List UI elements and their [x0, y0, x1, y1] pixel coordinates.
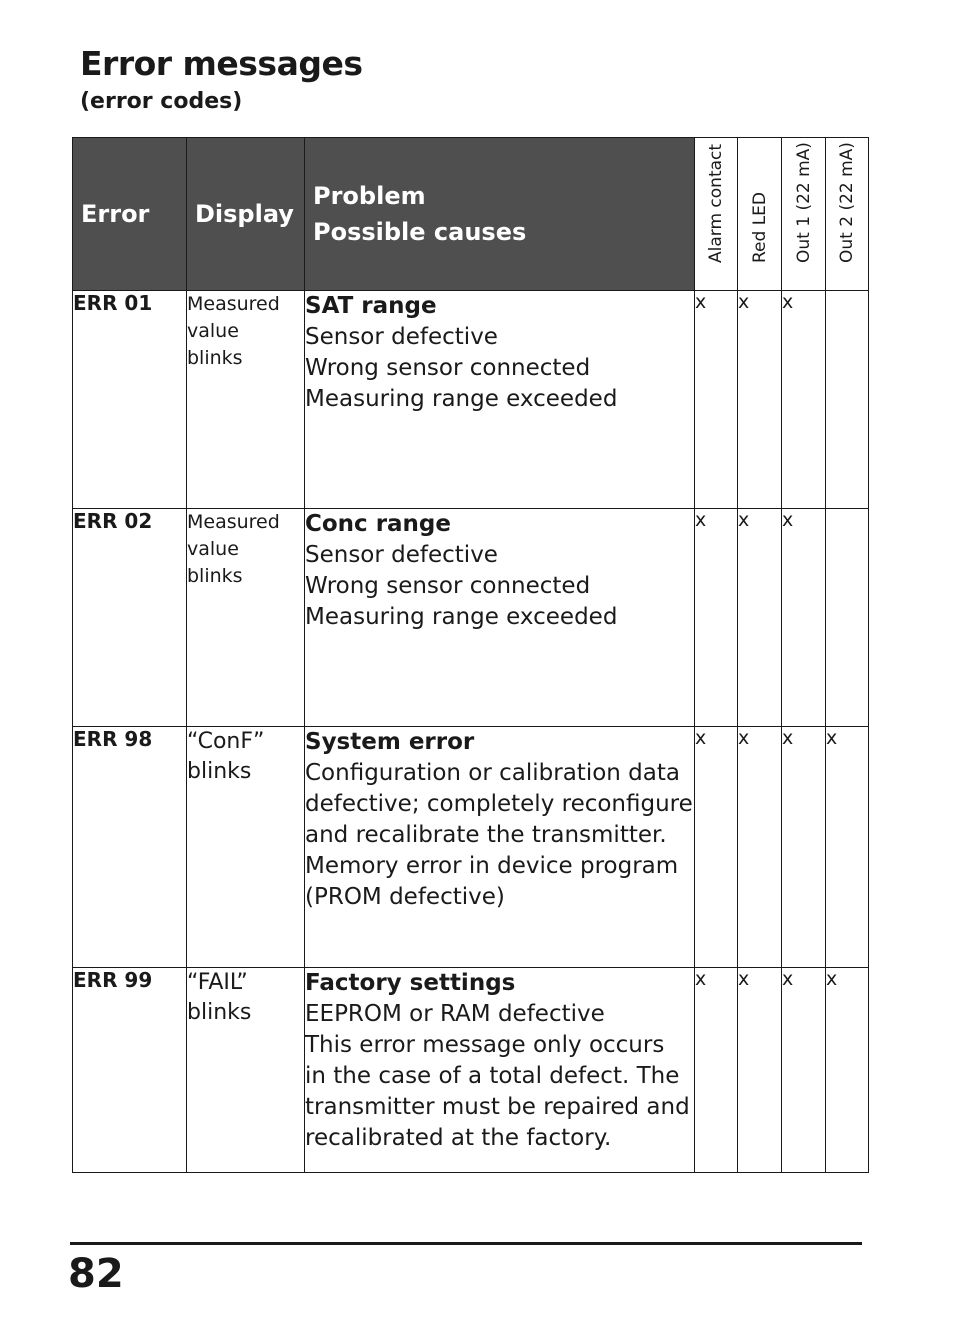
problem-line: Sensor defective — [305, 324, 498, 350]
display-line: Measured — [187, 293, 280, 315]
problem-cell — [305, 727, 695, 968]
display-line: blinks — [187, 1000, 252, 1025]
problem-cell — [305, 291, 695, 509]
display-cell — [187, 509, 305, 727]
problem-line: (PROM defective) — [305, 884, 505, 910]
mark-out2: x — [826, 968, 869, 1173]
table-row — [73, 509, 869, 727]
header-problem — [305, 138, 695, 291]
header-alarm-contact — [695, 138, 738, 291]
mark-red-led: x — [738, 968, 782, 1173]
page-number: 82 — [68, 1251, 124, 1297]
problem-title: System error — [305, 729, 475, 755]
mark-alarm-contact: x — [695, 291, 738, 509]
header-red-led-label: Red LED — [749, 191, 770, 263]
mark-out1: x — [782, 509, 826, 727]
display-cell — [187, 727, 305, 968]
mark-out1: x — [782, 727, 826, 968]
problem-line: Measuring range exceeded — [305, 386, 618, 412]
table-row — [73, 727, 869, 968]
problem-line: transmitter must be repaired and — [305, 1094, 690, 1120]
display-line: “FAIL” — [187, 970, 248, 995]
error-code: ERR 99 — [73, 968, 187, 1173]
header-out1 — [782, 138, 826, 291]
display-line: blinks — [187, 759, 252, 784]
header-problem-line1: Problem — [313, 182, 426, 210]
display-line: Measured — [187, 511, 280, 533]
header-out2-label: Out 2 (22 mA) — [837, 142, 857, 263]
problem-title: SAT range — [305, 293, 437, 319]
header-display: Display — [187, 138, 305, 291]
problem-cell — [305, 968, 695, 1173]
mark-alarm-contact: x — [695, 727, 738, 968]
display-line: blinks — [187, 347, 243, 369]
problem-line: recalibrated at the factory. — [305, 1125, 612, 1151]
mark-red-led: x — [738, 509, 782, 727]
mark-out2: x — [826, 727, 869, 968]
problem-line: and recalibrate the transmitter. — [305, 822, 667, 848]
mark-alarm-contact: x — [695, 968, 738, 1173]
display-cell — [187, 968, 305, 1173]
problem-line: Memory error in device program — [305, 853, 679, 879]
table-header-row — [73, 138, 869, 291]
display-line: value — [187, 320, 239, 342]
problem-cell — [305, 509, 695, 727]
table-row — [73, 291, 869, 509]
table-row — [73, 968, 869, 1173]
mark-red-led: x — [738, 291, 782, 509]
problem-line: defective; completely reconfigure — [305, 791, 693, 817]
header-error: Error — [73, 138, 187, 291]
problem-line: Measuring range exceeded — [305, 604, 618, 630]
error-codes-table — [72, 137, 869, 1173]
header-problem-line2: Possible causes — [313, 218, 527, 246]
header-alarm-contact-label: Alarm contact — [706, 143, 726, 263]
header-out1-label: Out 1 (22 mA) — [793, 142, 814, 263]
footer-divider — [70, 1242, 862, 1245]
page-subtitle: (error codes) — [80, 89, 243, 114]
error-code: ERR 02 — [73, 509, 187, 727]
problem-line: EEPROM or RAM defective — [305, 1001, 605, 1027]
problem-line: This error message only occurs — [305, 1032, 665, 1058]
mark-alarm-contact: x — [695, 509, 738, 727]
error-code: ERR 98 — [73, 727, 187, 968]
error-code: ERR 01 — [73, 291, 187, 509]
mark-out2 — [826, 291, 869, 509]
mark-red-led: x — [738, 727, 782, 968]
display-line: blinks — [187, 565, 243, 587]
problem-line: Configuration or calibration data — [305, 760, 680, 786]
display-cell — [187, 291, 305, 509]
problem-line: Wrong sensor connected — [305, 573, 591, 599]
problem-title: Factory settings — [305, 970, 516, 996]
problem-line: Wrong sensor connected — [305, 355, 591, 381]
problem-line: in the case of a total defect. The — [305, 1063, 680, 1089]
mark-out1: x — [782, 968, 826, 1173]
problem-title: Conc range — [305, 511, 451, 537]
problem-line: Sensor defective — [305, 542, 498, 568]
page-title: Error messages — [80, 44, 363, 83]
mark-out2 — [826, 509, 869, 727]
mark-out1: x — [782, 291, 826, 509]
display-line: value — [187, 538, 239, 560]
header-out2 — [826, 138, 869, 291]
header-red-led — [738, 138, 782, 291]
display-line: “ConF” — [187, 729, 265, 754]
